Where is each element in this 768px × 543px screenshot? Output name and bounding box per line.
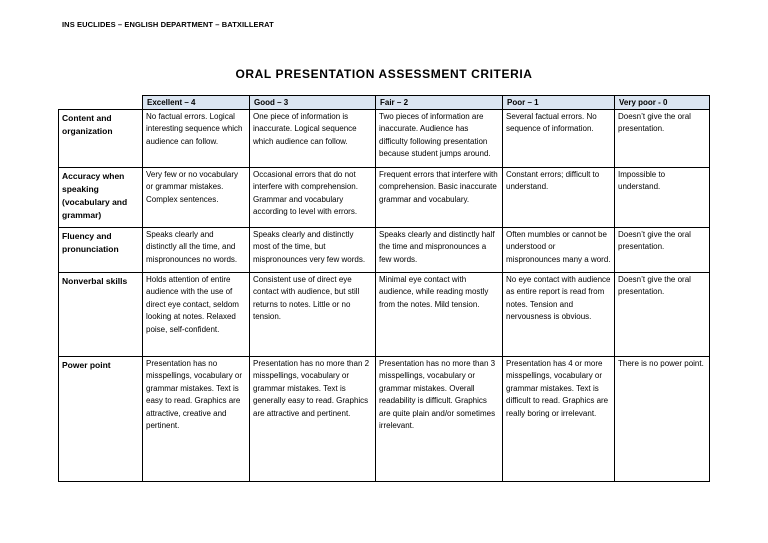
table-cell: Presentation has no more than 2 misspellings, vocabulary or grammar mistakes. Text is generally easy to read. Graphics are attractive and pertinent. [250, 357, 376, 482]
column-header-excellent: Excellent – 4 [143, 96, 250, 110]
assessment-table [58, 95, 710, 482]
table-cell: There is no power point. [615, 357, 710, 482]
table-cell: Impossible to understand. [615, 168, 710, 228]
column-header-poor: Poor – 1 [503, 96, 615, 110]
criterion-label: Nonverbal skills [59, 273, 143, 357]
column-header-fair: Fair – 2 [376, 96, 503, 110]
table-cell: Doesn’t give the oral presentation. [615, 110, 710, 168]
table-cell: Presentation has no more than 3 misspellings, vocabulary or grammar mistakes. Overall readability is difficult. Graphics are quite plain and/or sometimes irrelevant. [376, 357, 503, 482]
table-cell: Speaks clearly and distinctly most of the time, but mispronounces very few words. [250, 228, 376, 273]
table-cell: Often mumbles or cannot be understood or mispronounces many a word. [503, 228, 615, 273]
table-row [59, 110, 710, 168]
table-cell: Frequent errors that interfere with comprehension. Basic inaccurate grammar and vocabulary. [376, 168, 503, 228]
table-cell: Doesn’t give the oral presentation. [615, 228, 710, 273]
table-header-row [59, 96, 710, 110]
table-row [59, 357, 710, 482]
table-row [59, 228, 710, 273]
table-cell: Very few or no vocabulary or grammar mistakes. Complex sentences. [143, 168, 250, 228]
table-cell: No eye contact with audience as entire report is read from notes. Tension and nervousness is obvious. [503, 273, 615, 357]
column-header-very-poor: Very poor - 0 [615, 96, 710, 110]
table-cell: Constant errors; difficult to understand. [503, 168, 615, 228]
table-cell: Holds attention of entire audience with the use of direct eye contact, seldom looking at notes. Relaxed poise, self-confident. [143, 273, 250, 357]
criterion-label: Content and organization [59, 110, 143, 168]
document-title: ORAL PRESENTATION ASSESSMENT CRITERIA [235, 67, 533, 81]
table-cell: Two pieces of information are inaccurate. Audience has difficulty following presentation because student jumps around. [376, 110, 503, 168]
table-cell: No factual errors. Logical interesting sequence which audience can follow. [143, 110, 250, 168]
table-cell: One piece of information is inaccurate. Logical sequence which audience can follow. [250, 110, 376, 168]
table-corner-cell [59, 96, 143, 110]
table-cell: Doesn’t give the oral presentation. [615, 273, 710, 357]
criterion-label: Fluency and pronunciation [59, 228, 143, 273]
table-cell: Presentation has 4 or more misspellings, vocabulary or grammar mistakes. Text is difficult to read. Graphics are really boring or irrelevant. [503, 357, 615, 482]
table-cell: Presentation has no misspellings, vocabulary or grammar mistakes. Text is easy to read. Graphics are attractive, creative and pertinent. [143, 357, 250, 482]
table-cell: Minimal eye contact with audience, while reading mostly from the notes. Mild tension. [376, 273, 503, 357]
table-cell: Several factual errors. No sequence of information. [503, 110, 615, 168]
table-cell: Occasional errors that do not interfere with comprehension. Grammar and vocabulary according to level with errors. [250, 168, 376, 228]
table-cell: Consistent use of direct eye contact with audience, but still returns to notes. Little or no tension. [250, 273, 376, 357]
criterion-label: Accuracy when speaking (vocabulary and grammar) [59, 168, 143, 228]
table-cell: Speaks clearly and distinctly half the time and mispronounces a few words. [376, 228, 503, 273]
table-cell: Speaks clearly and distinctly all the time, and mispronounces no words. [143, 228, 250, 273]
column-header-good: Good – 3 [250, 96, 376, 110]
table-row [59, 168, 710, 228]
document-header: INS EUCLIDES – ENGLISH DEPARTMENT – BATXILLERAT [62, 20, 274, 29]
table-row [59, 273, 710, 357]
criterion-label: Power point [59, 357, 143, 482]
